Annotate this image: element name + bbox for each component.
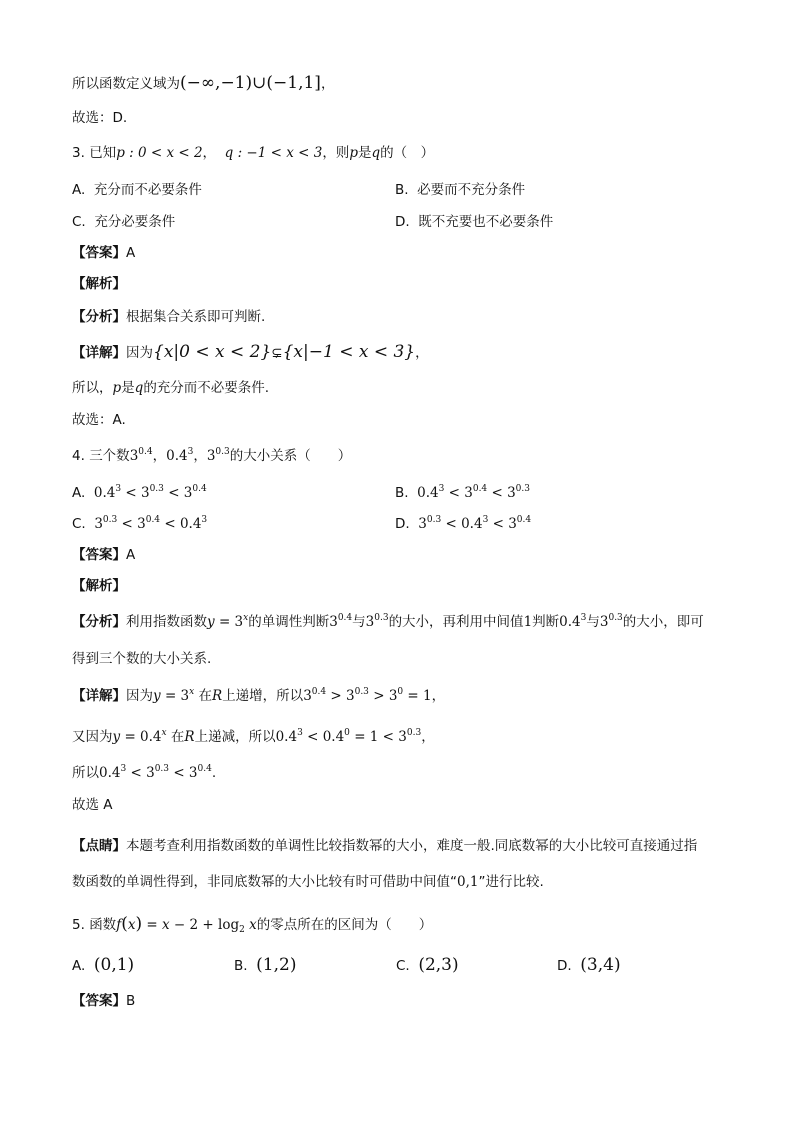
dianjing-line-2 [72, 872, 544, 892]
punct: ， [415, 345, 429, 361]
fenxi-line: 【分析】利用指数函数y = 3$^x$的单调性判断$3^{0.4}$与$3^{0.3}$的大小，再利用中间值1判断$0.4^3$与$3^{0.3}$的大小，即可 [72, 613, 704, 630]
xiangjie-line-3: 所以$0.4^3 < 3^{0.3} < 3^{0.4}$. [72, 764, 217, 781]
text: 是 [357, 145, 372, 161]
question-5 [72, 914, 432, 935]
text: 的大小，即可 [622, 614, 704, 630]
var-r: R [184, 729, 195, 745]
text: 在 [170, 729, 185, 745]
text: ”进行比较. [478, 874, 544, 890]
proper-subset-symbol: ⊊ [271, 345, 283, 361]
question-number: 4. [72, 448, 85, 464]
option-label: A. [72, 182, 86, 198]
question-number: 3. [72, 145, 85, 161]
text: 本题考查利用指数函数的单调性比较指数幂的大小，难度一般.同底数幂的大小比较可直接通过指 [126, 838, 698, 854]
punct: ， [421, 729, 435, 745]
option-text: (1,2) [256, 955, 297, 975]
domain-line [72, 73, 334, 94]
option-a [72, 180, 202, 200]
analysis-tag [72, 274, 126, 294]
option-text: 必要而不充分条件 [417, 182, 526, 198]
option-text: 充分必要条件 [94, 214, 176, 230]
var-q: q [134, 380, 144, 396]
option-d: D. $3^{0.3} < 0.4^3 < 3^{0.4}$ [395, 515, 532, 532]
punct: . [211, 765, 217, 781]
fenxi-line [72, 307, 265, 327]
text: 三个数 [89, 448, 130, 464]
answer-value: A [126, 245, 136, 261]
tag: 【详解】 [72, 345, 126, 361]
answer-line [72, 991, 135, 1011]
text: 与 [586, 614, 600, 630]
choose-line: 故选：A. [72, 412, 126, 428]
text: 上递减，所以 [194, 729, 276, 745]
text: 在 [198, 688, 213, 704]
var-p: p [349, 145, 358, 161]
text: 的大小，再利用中间值 [388, 614, 524, 630]
text: 所以， [72, 380, 113, 396]
answer-tag: 【答案】 [72, 993, 126, 1009]
text: 的零点所在的区间为（ ） [256, 917, 433, 933]
xiangjie-line [72, 342, 429, 363]
option-label: B. [395, 182, 409, 198]
text: 判断 [532, 614, 560, 630]
text: 函数 [89, 917, 117, 933]
num-3-03: $3^{0.3}$ [206, 447, 230, 464]
choose-line: 故选：D. [72, 110, 128, 126]
analysis-tag [72, 576, 126, 596]
text: 已知 [89, 145, 117, 161]
text: 数函数的单调性得到，非同底数幂的大小比较有时可借助中间值“ [72, 874, 457, 890]
tag: 【解析】 [72, 276, 126, 292]
tag: 【点睛】 [72, 838, 126, 854]
xiangjie-line-2: 又因为y = 0.4$^x$ 在R上递减，所以$0.4^3 < 0.4^0 = 1 < 3^{0.3}$， [72, 728, 435, 745]
choose-line: 故选 A [72, 797, 113, 813]
tag: 【分析】 [72, 614, 126, 630]
punct: ， [320, 76, 335, 92]
option-b [395, 180, 525, 200]
option-label: D. [395, 214, 410, 230]
text: 所以函数定义域为 [72, 76, 180, 92]
text: 因为 [126, 345, 153, 361]
text: 的大小关系（ ） [229, 448, 352, 464]
option-b: B. $0.4^3 < 3^{0.4} < 3^{0.3}$ [395, 484, 530, 501]
text: 又因为 [72, 729, 113, 745]
var-r: R [212, 688, 223, 704]
condition-q: q : −1 < x < 3 [224, 145, 323, 161]
text: 的充分而不必要条件. [143, 380, 270, 396]
option-a: A. $0.4^3 < 3^{0.3} < 3^{0.4}$ [72, 484, 207, 501]
condition-p: p : 0 < x < 2 [116, 145, 203, 161]
option-label: C. [72, 214, 86, 230]
tag: 【分析】 [72, 309, 126, 325]
option-text: 既不充要也不必要条件 [418, 214, 554, 230]
option-text: (0,1) [93, 955, 135, 975]
question-number: 5. [72, 917, 85, 933]
text: 因为 [126, 688, 153, 704]
num-04-3: $0.4^3$ [166, 447, 194, 464]
punct: ， [431, 688, 446, 704]
domain-expression: (−∞,−1)∪(−1,1] [180, 73, 321, 93]
option-a [72, 955, 134, 976]
option-text: (2,3) [418, 955, 459, 975]
function-expression: $f(x) = x - 2 + \log_2 x$ [116, 914, 257, 935]
option-label: D. [557, 958, 572, 974]
option-d [395, 212, 553, 232]
option-b [234, 955, 296, 976]
xiangjie-line-1: 【详解】因为y = 3$^x$ 在R上递增，所以$3^{0.4} > 3^{0.3} > 3^0 = 1$， [72, 687, 446, 704]
var-q: q [371, 145, 381, 161]
question-4: 4. 三个数$3^{0.4}$，$0.4^3$，$3^{0.3}$的大小关系（ ） [72, 447, 352, 464]
tag: 【详解】 [72, 688, 126, 704]
answer-tag: 【答案】 [72, 547, 126, 563]
text: 上递增，所以 [222, 688, 304, 704]
answer-line [72, 243, 135, 263]
option-c: C. $3^{0.3} < 3^{0.4} < 0.4^3$ [72, 515, 208, 532]
text: 的单调性判断 [248, 614, 330, 630]
option-label: A. [72, 958, 86, 974]
option-d [557, 955, 621, 976]
option-text: (3,4) [580, 955, 621, 975]
tag: 【解析】 [72, 578, 126, 594]
number: 1 [523, 614, 533, 630]
option-c [72, 212, 175, 232]
var-p: p [112, 380, 122, 396]
set-1: {x|0 < x < 2} [153, 342, 272, 362]
answer-line [72, 545, 135, 565]
text: 与 [352, 614, 366, 630]
option-c [396, 955, 459, 976]
text: ，则 [322, 145, 350, 161]
text: 根据集合关系即可判断. [126, 309, 266, 325]
text: 是 [121, 380, 135, 396]
question-3 [72, 143, 434, 163]
punct: ， [202, 145, 217, 161]
set-2: {x|−1 < x < 3} [282, 342, 416, 362]
option-label: B. [234, 958, 248, 974]
answer-tag: 【答案】 [72, 245, 126, 261]
text: 的（ ） [380, 145, 435, 161]
text: 所以 [72, 765, 99, 781]
num-3-04: $3^{0.4}$ [129, 447, 153, 464]
answer-value: B [126, 993, 136, 1009]
text: 利用指数函数 [126, 614, 207, 630]
dianjing-line-1 [72, 836, 697, 856]
option-label: C. [396, 958, 410, 974]
middle-value: 0,1 [457, 874, 479, 890]
answer-value: A [126, 547, 136, 563]
conclusion-line [72, 378, 269, 398]
fenxi-line-2: 得到三个数的大小关系. [72, 651, 212, 667]
option-text: 充分而不必要条件 [93, 182, 202, 198]
